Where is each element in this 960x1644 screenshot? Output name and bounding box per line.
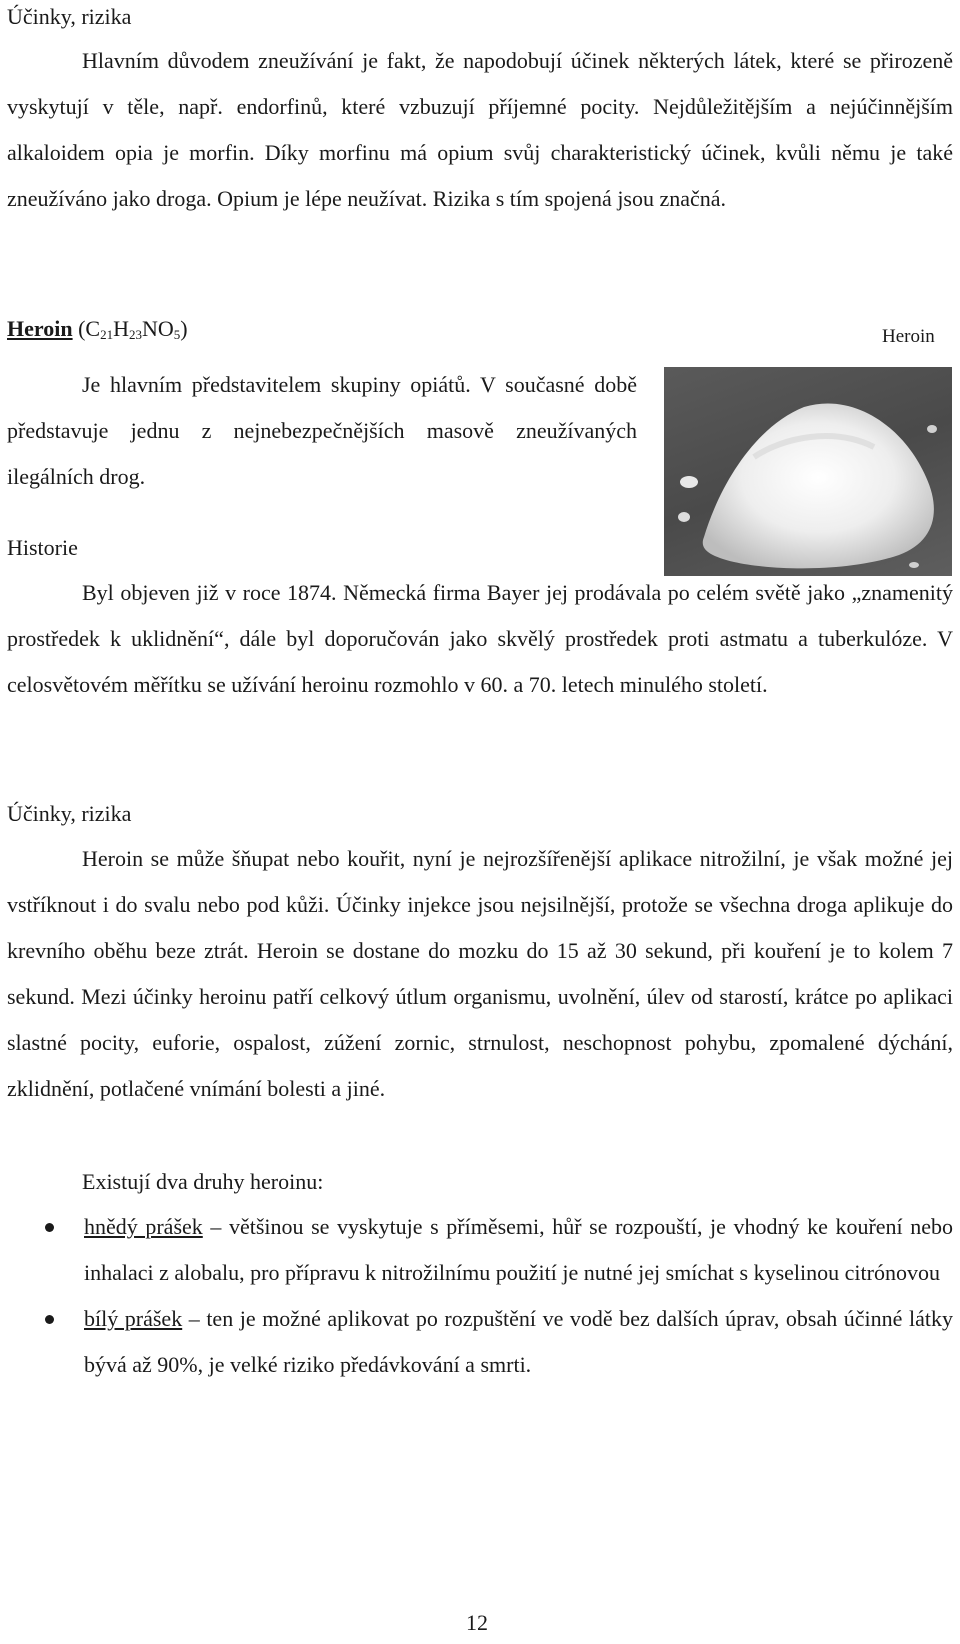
- opium-effects-paragraph: Hlavním důvodem zneužívání je fakt, že napodobují účinek některých látek, které se přirozeně vyskytují v těle, např. endorfinů, které vzbuzují příjemné pocity. Nejdůležitějším a nejúčinnějším alkaloidem opia je morfin. Díky morfinu má opium svůj charakteristický účinek, kvůli němu je také zneužíváno jako droga. Opium je lépe neužívat. Rizika s tím spojená jsou značná.: [7, 48, 953, 211]
- list-item: [7, 1296, 953, 1388]
- page-number: 12: [466, 1610, 488, 1635]
- history-paragraph: Byl objeven již v roce 1874. Německá firma Bayer jej prodávala po celém světě jako „znamenitý prostředek k uklidnění“, dále byl doporučován jako skvělý prostředek proti astmatu a tuberkulóze. V celosvětovém měřítku se užívání heroinu rozmohlo v 60. a 70. letech minulého století.: [7, 580, 953, 697]
- heroin-formula: $(C_{21}H_{23}NO_5)$: [78, 316, 188, 342]
- heroin-effects-paragraph: Heroin se může šňupat nebo kouřit, nyní je nejrozšířenější aplikace nitrožilní, je však možné jej vstříknout i do svalu nebo pod kůži. Účinky injekce jsou nejsilnější, protože se všechna droga aplikuje do krevního oběhu beze ztrát. Heroin se dostane do mozku do 15 až 30 sekund, při kouření je to kolem 7 sekund. Mezi účinky heroinu patří celkový útlum organismu, uvolnění, úlev od starostí, krátce po aplikaci slastné pocity, euforie, ospalost, zúžení zornic, strnulost, neschopnost pohybu, zpomalené dýchání, zklidnění, potlačené vnímání bolesti a jiné.: [7, 846, 953, 1101]
- heroin-type-description: – většinou se vyskytuje s příměsemi, hůř se rozpouští, je vhodný ke kouření nebo inhalaci z alobalu, pro přípravu k nitrožilnímu použití je nutné jej smíchat s kyselinou citrónovou: [84, 1214, 954, 1285]
- heroin-powder-photo: [664, 367, 952, 576]
- heroin-types-intro: Existují dva druhy heroinu:: [82, 1169, 324, 1194]
- heroin-type-description: – ten je možné aplikovat po rozpuštění ve vodě bez dalších úprav, obsah účinné látky bývá až 90%, je velké riziko předávkování a smrti.: [84, 1306, 953, 1377]
- history-heading: Historie: [7, 535, 78, 560]
- powder-pile-illustration: [664, 367, 952, 576]
- heroin-title-name: Heroin: [7, 316, 73, 341]
- heroin-types-list: [7, 1204, 953, 1388]
- heroin-type-term: bílý prášek: [84, 1306, 183, 1331]
- heroin-image-caption: Heroin: [882, 326, 935, 347]
- bullet-icon: [45, 1223, 54, 1232]
- bullet-icon: [45, 1315, 54, 1324]
- heroin-effects-heading: Účinky, rizika: [7, 801, 132, 826]
- heroin-intro-paragraph: Je hlavním představitelem skupiny opiátů. V současné době představuje jednu z nejnebezpečnějších masově zneužívaných ilegálních drog.: [7, 372, 637, 489]
- heroin-title: [7, 316, 188, 342]
- heroin-type-term: hnědý prášek: [84, 1214, 203, 1239]
- opium-effects-heading: Účinky, rizika: [7, 4, 132, 29]
- list-item: [7, 1204, 953, 1296]
